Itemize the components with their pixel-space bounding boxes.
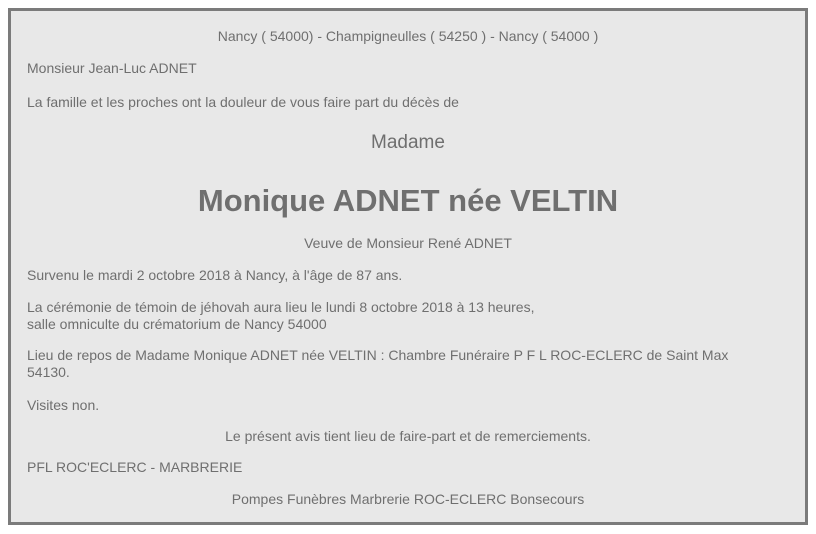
acknowledgement-text: Le présent avis tient lieu de faire-part et de remerciements. xyxy=(225,428,591,444)
death-notice-card xyxy=(8,8,808,525)
funeral-home-footer: Pompes Funèbres Marbrerie ROC-ECLERC Bonsecours xyxy=(231,491,585,507)
death-info: Survenu le mardi 2 octobre 2018 à Nancy, à l'âge de 87 ans. xyxy=(27,267,403,283)
ceremony-line-2: salle omniculte du crématorium de Nancy 54000 xyxy=(27,316,327,332)
ceremony-line-1: La cérémonie de témoin de jéhovah aura lieu le lundi 8 octobre 2018 à 13 heures, xyxy=(27,299,535,315)
widow-of-line: Veuve de Monsieur René ADNET xyxy=(304,235,512,251)
rest-line-2: 54130. xyxy=(27,364,70,380)
ceremony-info xyxy=(27,299,789,333)
announcer-name: Monsieur Jean-Luc ADNET xyxy=(27,60,197,76)
rest-place-info xyxy=(27,347,789,381)
places-line: Nancy ( 54000) - Champigneulles ( 54250 ) - Nancy ( 54000 ) xyxy=(217,28,599,44)
honorific-title: Madame xyxy=(371,132,445,153)
company-name: PFL ROC'ECLERC - MARBRERIE xyxy=(27,459,243,475)
deceased-name: Monique ADNET née VELTIN xyxy=(197,183,619,218)
visits-info: Visites non. xyxy=(27,397,100,413)
rest-line-1: Lieu de repos de Madame Monique ADNET née VELTIN : Chambre Funéraire P F L ROC-ECLERC de Saint Max xyxy=(27,347,729,363)
intro-text: La famille et les proches ont la douleur de vous faire part du décès de xyxy=(27,94,459,110)
